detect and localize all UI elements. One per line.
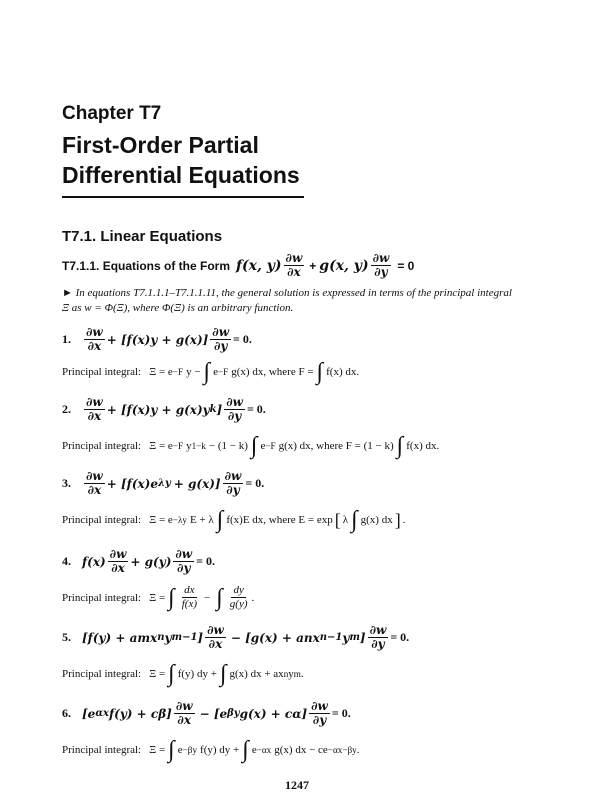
subsection-frac-dy bbox=[371, 252, 392, 279]
integral-sign-icon: ∫ bbox=[219, 661, 227, 687]
integral-term: . bbox=[251, 591, 255, 604]
equation-sup: n bbox=[157, 632, 165, 643]
equation-number: 5. bbox=[62, 630, 71, 644]
equation-3 bbox=[62, 470, 264, 497]
equation-sup: αx bbox=[95, 708, 109, 719]
frac-dw-dy: $\frac{\partial w}{\partial y}$ bbox=[224, 469, 242, 497]
equation-4 bbox=[62, 548, 215, 575]
frac-dw-dx: $\frac{\partial w}{\partial x}$ bbox=[175, 699, 193, 727]
equation-sup: n−1 bbox=[319, 632, 343, 643]
frac-dx-fx: $\frac{dx}{f(x)}$ bbox=[181, 584, 197, 610]
integral-sign-icon: ∫ bbox=[396, 433, 404, 459]
integral-term: Ξ = e bbox=[149, 366, 173, 378]
integral-label: Principal integral: bbox=[62, 668, 142, 680]
integral-sign-icon: ∫ bbox=[250, 433, 258, 459]
frac-dy-gy: $\frac{dy}{g(y)}$ bbox=[229, 584, 248, 610]
principal-integral-4 bbox=[62, 584, 254, 611]
integral-term: Ξ = e bbox=[149, 440, 173, 452]
equation-1 bbox=[62, 326, 252, 353]
integral-term: e bbox=[177, 744, 183, 756]
integral-sup: −F bbox=[265, 441, 276, 451]
integral-term: . bbox=[300, 668, 304, 680]
integral-sign-icon: ∫ bbox=[168, 661, 175, 687]
bracket-open-icon: [ bbox=[334, 509, 341, 530]
frac-dw-dy: $\frac{\partial w}{\partial y}$ bbox=[212, 325, 230, 353]
integral-sup: n bbox=[283, 669, 289, 679]
integral-sign-icon: ∫ bbox=[203, 359, 211, 385]
subsection-heading bbox=[62, 252, 414, 279]
integral-term: . bbox=[402, 514, 406, 526]
integral-term: g(x) dx, where F = bbox=[231, 366, 314, 378]
integral-sup: −αx−βy bbox=[327, 745, 357, 755]
integral-term: − bbox=[204, 591, 211, 604]
integral-term: y bbox=[186, 440, 192, 452]
integral-sup: −F bbox=[218, 367, 229, 377]
chapter-title-line1: First-Order Partial bbox=[62, 132, 259, 158]
equation-term: y bbox=[164, 630, 172, 645]
intro-note: ► In equations T7.1.1.1–T7.1.1.11, the general solution is expressed in terms of the principal integral Ξ as w = Φ(Ξ), where Φ(Ξ) is an arbitrary function. bbox=[62, 287, 512, 314]
frac-dw-dy: $\frac{\partial w}{\partial y}$ bbox=[226, 395, 243, 423]
frac-dw-dy: $\frac{\partial w}{\partial y}$ bbox=[311, 699, 328, 727]
integral-sign-icon: ∫ bbox=[351, 507, 358, 533]
integral-sup: −F bbox=[172, 367, 184, 377]
principal-integral-3 bbox=[62, 508, 405, 532]
frac-num: ∂w bbox=[372, 251, 390, 265]
equation-number: 6. bbox=[62, 706, 71, 720]
principal-integral-2 bbox=[62, 434, 439, 458]
equation-term: g(x) + cα] bbox=[239, 706, 308, 721]
frac-dw-dx: $\frac{\partial w}{\partial x}$ bbox=[109, 547, 127, 575]
integral-label: Principal integral: bbox=[62, 591, 142, 604]
page-number: 1247 bbox=[285, 778, 309, 792]
integral-term: g(x) dx + ax bbox=[229, 668, 284, 680]
subsection-prefix: T7.1.1. Equations of the Form bbox=[62, 258, 231, 273]
frac-dw-dy: $\frac{\partial w}{\partial y}$ bbox=[175, 547, 193, 575]
equation-term: [f(y) + amx bbox=[82, 630, 158, 645]
integral-sign-icon: ∫ bbox=[316, 359, 324, 385]
principal-integral-6 bbox=[62, 738, 360, 762]
integral-term: e bbox=[251, 744, 257, 756]
integral-sup: −F bbox=[172, 441, 184, 451]
integral-term: Ξ = bbox=[149, 668, 166, 680]
integral-term: e bbox=[260, 440, 266, 452]
integral-sign-icon: ∫ bbox=[242, 737, 249, 763]
equation-term: − [g(x) + anx bbox=[230, 630, 320, 645]
equation-5 bbox=[62, 624, 409, 651]
integral-term: − (1 − k) bbox=[208, 440, 248, 452]
equation-rhs: = 0. bbox=[331, 706, 351, 720]
integral-term: f(y) dy + bbox=[200, 744, 240, 756]
integral-sup: −αx bbox=[256, 745, 272, 755]
integral-term: f(y) dy + bbox=[177, 668, 217, 680]
principal-integral-5 bbox=[62, 662, 304, 686]
frac-den: ∂x bbox=[287, 265, 301, 279]
integral-sup: −βy bbox=[182, 745, 198, 755]
equation-rhs: = 0. bbox=[196, 554, 215, 568]
equation-sup: λy bbox=[157, 478, 171, 489]
equation-lhs-end: ] bbox=[216, 402, 223, 417]
section-heading: T7.1. Linear Equations bbox=[62, 228, 223, 245]
equation-rhs: = 0. bbox=[233, 332, 252, 346]
equation-lhs: + [f(x)y + g(x)y bbox=[106, 402, 210, 417]
integral-sign-icon: ∫ bbox=[216, 584, 223, 611]
equation-sup: m bbox=[349, 632, 360, 643]
integral-term: y bbox=[288, 668, 294, 680]
integral-term: Ξ = bbox=[149, 591, 166, 604]
equation-6 bbox=[62, 700, 351, 727]
subsection-coef-b: g(x, y) bbox=[319, 257, 369, 274]
equation-lhs-end: + g(x)] bbox=[173, 476, 221, 491]
frac-den: ∂y bbox=[374, 265, 388, 279]
equation-rhs: = 0. bbox=[390, 630, 410, 644]
equation-lhs-b: + g(y) bbox=[130, 554, 172, 569]
equation-2 bbox=[62, 396, 266, 423]
integral-term: y − bbox=[186, 366, 201, 378]
integral-term: E + λ bbox=[189, 514, 214, 526]
frac-dw-dy: $\frac{\partial w}{\partial y}$ bbox=[369, 623, 387, 651]
equation-number: 1. bbox=[62, 332, 71, 346]
equation-lhs: + [f(x)e bbox=[106, 476, 158, 491]
frac-dw-dx: $\frac{\partial w}{\partial x}$ bbox=[86, 395, 103, 423]
principal-integral-1 bbox=[62, 360, 359, 384]
integral-sign-icon: ∫ bbox=[168, 584, 175, 611]
integral-term: g(x) dx bbox=[360, 514, 393, 526]
equation-term: − [e bbox=[199, 706, 228, 721]
integral-label: Principal integral: bbox=[62, 440, 142, 452]
frac-dw-dx: $\frac{\partial w}{\partial x}$ bbox=[86, 469, 103, 497]
frac-dw-dx: $\frac{\partial w}{\partial x}$ bbox=[86, 325, 103, 353]
equation-number: 2. bbox=[62, 402, 71, 416]
equation-rhs: = 0. bbox=[246, 402, 266, 416]
integral-sup: m bbox=[293, 669, 301, 679]
integral-sup: −λy bbox=[172, 515, 187, 525]
integral-term: . bbox=[356, 744, 360, 756]
equation-term: [e bbox=[82, 706, 96, 721]
integral-term: e bbox=[213, 366, 218, 378]
equation-number: 3. bbox=[62, 476, 71, 490]
frac-dw-dx: $\frac{\partial w}{\partial x}$ bbox=[207, 623, 224, 651]
integral-term: λ bbox=[342, 514, 349, 526]
equation-rhs: = 0. bbox=[245, 476, 265, 490]
equation-term: ] bbox=[359, 630, 366, 645]
chapter-label: Chapter T7 bbox=[62, 103, 162, 124]
equation-term: ] bbox=[197, 630, 204, 645]
equation-term: y bbox=[342, 630, 350, 645]
integral-term: Ξ = bbox=[149, 744, 166, 756]
title-rule bbox=[62, 196, 304, 198]
integral-term: f(x) dx. bbox=[406, 440, 440, 452]
integral-sup: 1−k bbox=[191, 441, 206, 451]
integral-term: g(x) dx, where F = (1 − k) bbox=[278, 440, 394, 452]
chapter-title-line2: Differential Equations bbox=[62, 162, 300, 188]
integral-term: f(x) dx. bbox=[326, 366, 360, 378]
bracket-close-icon: ] bbox=[394, 509, 401, 530]
integral-sign-icon: ∫ bbox=[168, 737, 175, 763]
integral-label: Principal integral: bbox=[62, 514, 142, 526]
equation-lhs-a: f(x) bbox=[82, 554, 106, 569]
subsection-frac-dx bbox=[284, 252, 305, 279]
integral-term: f(x)E dx, where E = exp bbox=[226, 514, 333, 526]
subsection-coef-a: f(x, y) bbox=[236, 257, 282, 274]
integral-term: Ξ = e bbox=[149, 514, 173, 526]
subsection-plus: + bbox=[309, 258, 317, 273]
equation-sup: k bbox=[209, 404, 217, 415]
equation-sup: βy bbox=[227, 708, 240, 719]
integral-label: Principal integral: bbox=[62, 744, 142, 756]
equation-sup: m−1 bbox=[171, 632, 198, 643]
chapter-title bbox=[62, 130, 300, 190]
integral-term: g(x) dx − ce bbox=[274, 744, 328, 756]
integral-sign-icon: ∫ bbox=[216, 507, 224, 533]
equation-number: 4. bbox=[62, 554, 71, 568]
equation-lhs: + [f(x)y + g(x)] bbox=[106, 332, 209, 347]
frac-num: ∂w bbox=[285, 251, 303, 265]
equation-term: f(y) + cβ] bbox=[108, 706, 172, 721]
subsection-eq: = 0 bbox=[397, 258, 415, 273]
integral-label: Principal integral: bbox=[62, 366, 142, 378]
